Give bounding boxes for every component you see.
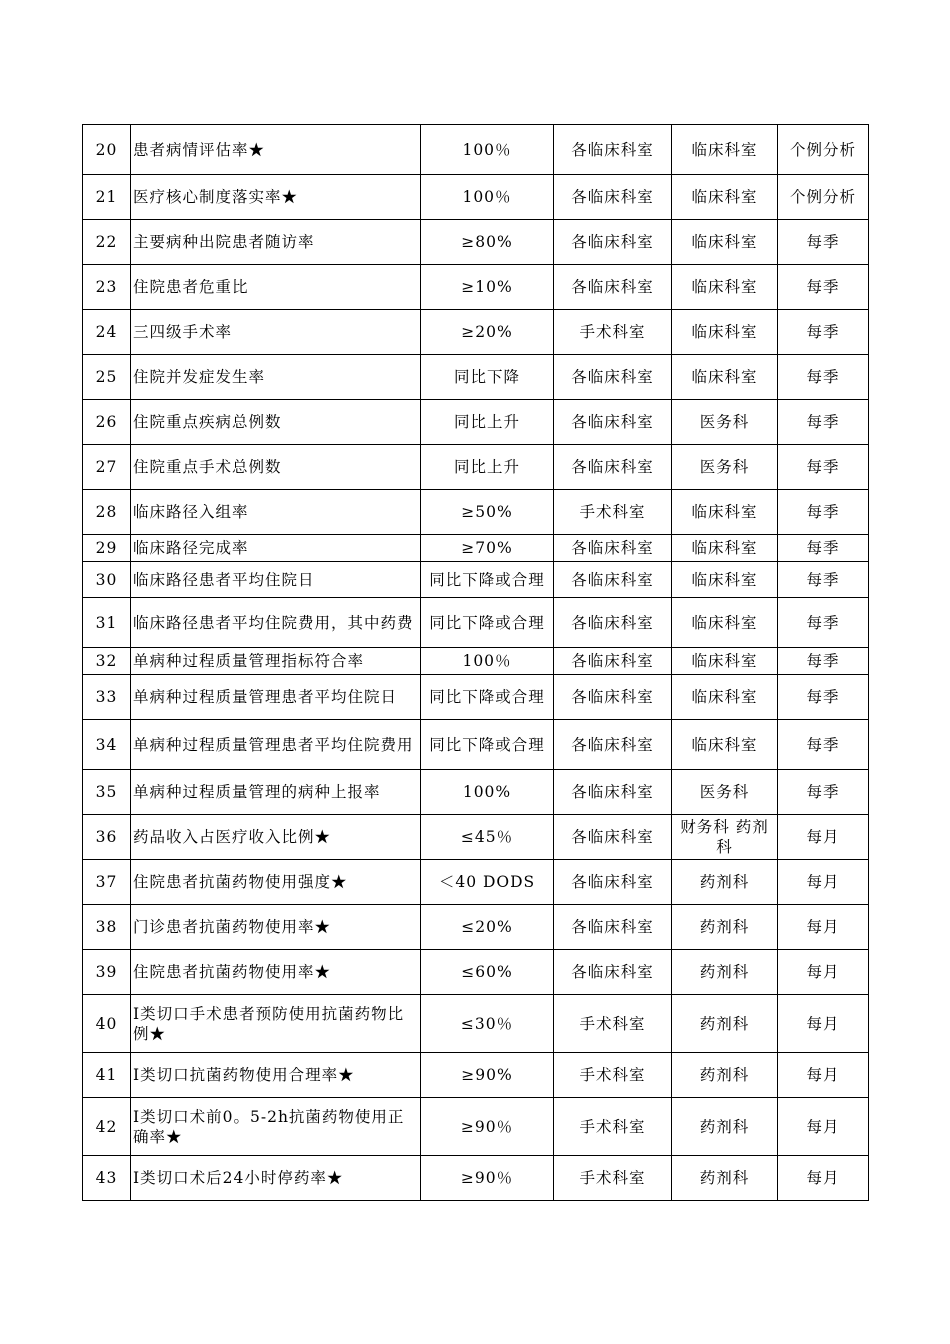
row-number: 41	[83, 1053, 131, 1098]
indicator-name: Ⅰ类切口术后24小时停药率★	[131, 1156, 421, 1201]
responsible-department: 医务科	[672, 445, 778, 490]
indicator-name: 单病种过程质量管理指标符合率	[131, 648, 421, 675]
table-row	[83, 175, 869, 220]
review-frequency: 每季	[778, 675, 869, 720]
indicator-name: 住院重点疾病总例数	[131, 400, 421, 445]
applicable-department: 各临床科室	[554, 175, 672, 220]
indicator-name: Ⅰ类切口术前0。5-2h抗菌药物使用正确率★	[131, 1098, 421, 1156]
target-value: 100％	[421, 125, 554, 175]
target-value: ≤45％	[421, 815, 554, 860]
applicable-department: 各临床科室	[554, 950, 672, 995]
responsible-department: 临床科室	[672, 535, 778, 562]
row-number: 26	[83, 400, 131, 445]
row-number: 30	[83, 562, 131, 598]
target-value: ≥50%	[421, 490, 554, 535]
responsible-department: 临床科室	[672, 562, 778, 598]
target-value: ≥80%	[421, 220, 554, 265]
review-frequency: 每季	[778, 490, 869, 535]
responsible-department: 临床科室	[672, 355, 778, 400]
indicator-name: 临床路径患者平均住院日	[131, 562, 421, 598]
review-frequency: 每月	[778, 1156, 869, 1201]
target-value: ≥70%	[421, 535, 554, 562]
applicable-department: 各临床科室	[554, 125, 672, 175]
review-frequency: 每季	[778, 598, 869, 648]
table-row	[83, 490, 869, 535]
row-number: 32	[83, 648, 131, 675]
table-row	[83, 1053, 869, 1098]
review-frequency: 每月	[778, 995, 869, 1053]
target-value: 同比下降或合理	[421, 675, 554, 720]
row-number: 28	[83, 490, 131, 535]
target-value: 100%	[421, 770, 554, 815]
applicable-department: 各临床科室	[554, 675, 672, 720]
applicable-department: 手术科室	[554, 1053, 672, 1098]
indicator-table-body	[83, 125, 869, 1201]
review-frequency: 每季	[778, 562, 869, 598]
indicator-name: Ⅰ类切口手术患者预防使用抗菌药物比例★	[131, 995, 421, 1053]
table-row	[83, 562, 869, 598]
table-row	[83, 995, 869, 1053]
table-row	[83, 675, 869, 720]
responsible-department: 药剂科	[672, 995, 778, 1053]
table-row	[83, 310, 869, 355]
review-frequency: 每季	[778, 355, 869, 400]
responsible-department: 财务科 药剂科	[672, 815, 778, 860]
row-number: 22	[83, 220, 131, 265]
applicable-department: 手术科室	[554, 995, 672, 1053]
table-row	[83, 860, 869, 905]
target-value: 同比下降或合理	[421, 562, 554, 598]
review-frequency: 个例分析	[778, 175, 869, 220]
review-frequency: 每季	[778, 720, 869, 770]
responsible-department: 药剂科	[672, 1053, 778, 1098]
indicator-table	[82, 124, 869, 1201]
indicator-name: 三四级手术率	[131, 310, 421, 355]
review-frequency: 每季	[778, 310, 869, 355]
applicable-department: 各临床科室	[554, 265, 672, 310]
indicator-name: 药品收入占医疗收入比例★	[131, 815, 421, 860]
target-value: ≥90%	[421, 1053, 554, 1098]
applicable-department: 各临床科室	[554, 598, 672, 648]
target-value: ≥90％	[421, 1098, 554, 1156]
review-frequency: 每季	[778, 265, 869, 310]
applicable-department: 各临床科室	[554, 355, 672, 400]
target-value: 同比下降或合理	[421, 720, 554, 770]
responsible-department: 临床科室	[672, 125, 778, 175]
row-number: 33	[83, 675, 131, 720]
row-number: 21	[83, 175, 131, 220]
applicable-department: 各临床科室	[554, 445, 672, 490]
row-number: 38	[83, 905, 131, 950]
responsible-department: 药剂科	[672, 1156, 778, 1201]
responsible-department: 药剂科	[672, 905, 778, 950]
target-value: 100％	[421, 175, 554, 220]
target-value: ≥90％	[421, 1156, 554, 1201]
table-row	[83, 1156, 869, 1201]
target-value: 同比下降	[421, 355, 554, 400]
table-row	[83, 1098, 869, 1156]
responsible-department: 医务科	[672, 770, 778, 815]
table-row	[83, 535, 869, 562]
review-frequency: 每月	[778, 905, 869, 950]
table-row	[83, 265, 869, 310]
table-row	[83, 815, 869, 860]
table-row	[83, 598, 869, 648]
indicator-name: 门诊患者抗菌药物使用率★	[131, 905, 421, 950]
review-frequency: 每季	[778, 648, 869, 675]
responsible-department: 临床科室	[672, 720, 778, 770]
review-frequency: 每季	[778, 770, 869, 815]
indicator-name: 单病种过程质量管理的病种上报率	[131, 770, 421, 815]
responsible-department: 临床科室	[672, 175, 778, 220]
responsible-department: 临床科室	[672, 490, 778, 535]
table-row	[83, 445, 869, 490]
row-number: 27	[83, 445, 131, 490]
responsible-department: 临床科室	[672, 598, 778, 648]
target-value: ≥20%	[421, 310, 554, 355]
target-value: ≤30％	[421, 995, 554, 1053]
responsible-department: 药剂科	[672, 1098, 778, 1156]
review-frequency: 每月	[778, 860, 869, 905]
applicable-department: 各临床科室	[554, 720, 672, 770]
review-frequency: 每季	[778, 400, 869, 445]
review-frequency: 每月	[778, 1053, 869, 1098]
applicable-department: 各临床科室	[554, 535, 672, 562]
applicable-department: 各临床科室	[554, 562, 672, 598]
target-value: ≤20%	[421, 905, 554, 950]
applicable-department: 各临床科室	[554, 860, 672, 905]
row-number: 29	[83, 535, 131, 562]
indicator-name: 临床路径入组率	[131, 490, 421, 535]
table-row	[83, 950, 869, 995]
applicable-department: 手术科室	[554, 490, 672, 535]
row-number: 35	[83, 770, 131, 815]
row-number: 24	[83, 310, 131, 355]
applicable-department: 各临床科室	[554, 905, 672, 950]
indicator-name: 单病种过程质量管理患者平均住院日	[131, 675, 421, 720]
review-frequency: 每季	[778, 535, 869, 562]
row-number: 40	[83, 995, 131, 1053]
table-row	[83, 220, 869, 265]
indicator-name: 住院患者危重比	[131, 265, 421, 310]
row-number: 39	[83, 950, 131, 995]
applicable-department: 手术科室	[554, 310, 672, 355]
target-value: 同比上升	[421, 400, 554, 445]
responsible-department: 临床科室	[672, 675, 778, 720]
target-value: 100％	[421, 648, 554, 675]
applicable-department: 各临床科室	[554, 220, 672, 265]
responsible-department: 临床科室	[672, 310, 778, 355]
row-number: 36	[83, 815, 131, 860]
table-row	[83, 400, 869, 445]
review-frequency: 每月	[778, 950, 869, 995]
review-frequency: 每月	[778, 815, 869, 860]
target-value: ＜40 DODS	[421, 860, 554, 905]
indicator-name: 临床路径完成率	[131, 535, 421, 562]
row-number: 34	[83, 720, 131, 770]
review-frequency: 每季	[778, 445, 869, 490]
table-row	[83, 355, 869, 400]
indicator-name: 住院并发症发生率	[131, 355, 421, 400]
indicator-name: 医疗核心制度落实率★	[131, 175, 421, 220]
indicator-name: 患者病情评估率★	[131, 125, 421, 175]
table-row	[83, 905, 869, 950]
target-value: 同比上升	[421, 445, 554, 490]
table-row	[83, 125, 869, 175]
indicator-name: 临床路径患者平均住院费用，其中药费	[131, 598, 421, 648]
applicable-department: 手术科室	[554, 1098, 672, 1156]
review-frequency: 每月	[778, 1098, 869, 1156]
review-frequency: 每季	[778, 220, 869, 265]
target-value: ≥10%	[421, 265, 554, 310]
indicator-name: 住院患者抗菌药物使用强度★	[131, 860, 421, 905]
target-value: ≤60%	[421, 950, 554, 995]
applicable-department: 各临床科室	[554, 648, 672, 675]
responsible-department: 临床科室	[672, 648, 778, 675]
responsible-department: 临床科室	[672, 220, 778, 265]
row-number: 42	[83, 1098, 131, 1156]
row-number: 43	[83, 1156, 131, 1201]
indicator-name: Ⅰ类切口抗菌药物使用合理率★	[131, 1053, 421, 1098]
responsible-department: 药剂科	[672, 950, 778, 995]
table-row	[83, 770, 869, 815]
applicable-department: 各临床科室	[554, 400, 672, 445]
row-number: 37	[83, 860, 131, 905]
row-number: 25	[83, 355, 131, 400]
indicator-name: 单病种过程质量管理患者平均住院费用	[131, 720, 421, 770]
applicable-department: 各临床科室	[554, 815, 672, 860]
row-number: 20	[83, 125, 131, 175]
indicator-name: 住院重点手术总例数	[131, 445, 421, 490]
row-number: 23	[83, 265, 131, 310]
table-row	[83, 720, 869, 770]
indicator-name: 住院患者抗菌药物使用率★	[131, 950, 421, 995]
applicable-department: 各临床科室	[554, 770, 672, 815]
review-frequency: 个例分析	[778, 125, 869, 175]
target-value: 同比下降或合理	[421, 598, 554, 648]
responsible-department: 医务科	[672, 400, 778, 445]
applicable-department: 手术科室	[554, 1156, 672, 1201]
indicator-name: 主要病种出院患者随访率	[131, 220, 421, 265]
row-number: 31	[83, 598, 131, 648]
responsible-department: 药剂科	[672, 860, 778, 905]
responsible-department: 临床科室	[672, 265, 778, 310]
table-row	[83, 648, 869, 675]
